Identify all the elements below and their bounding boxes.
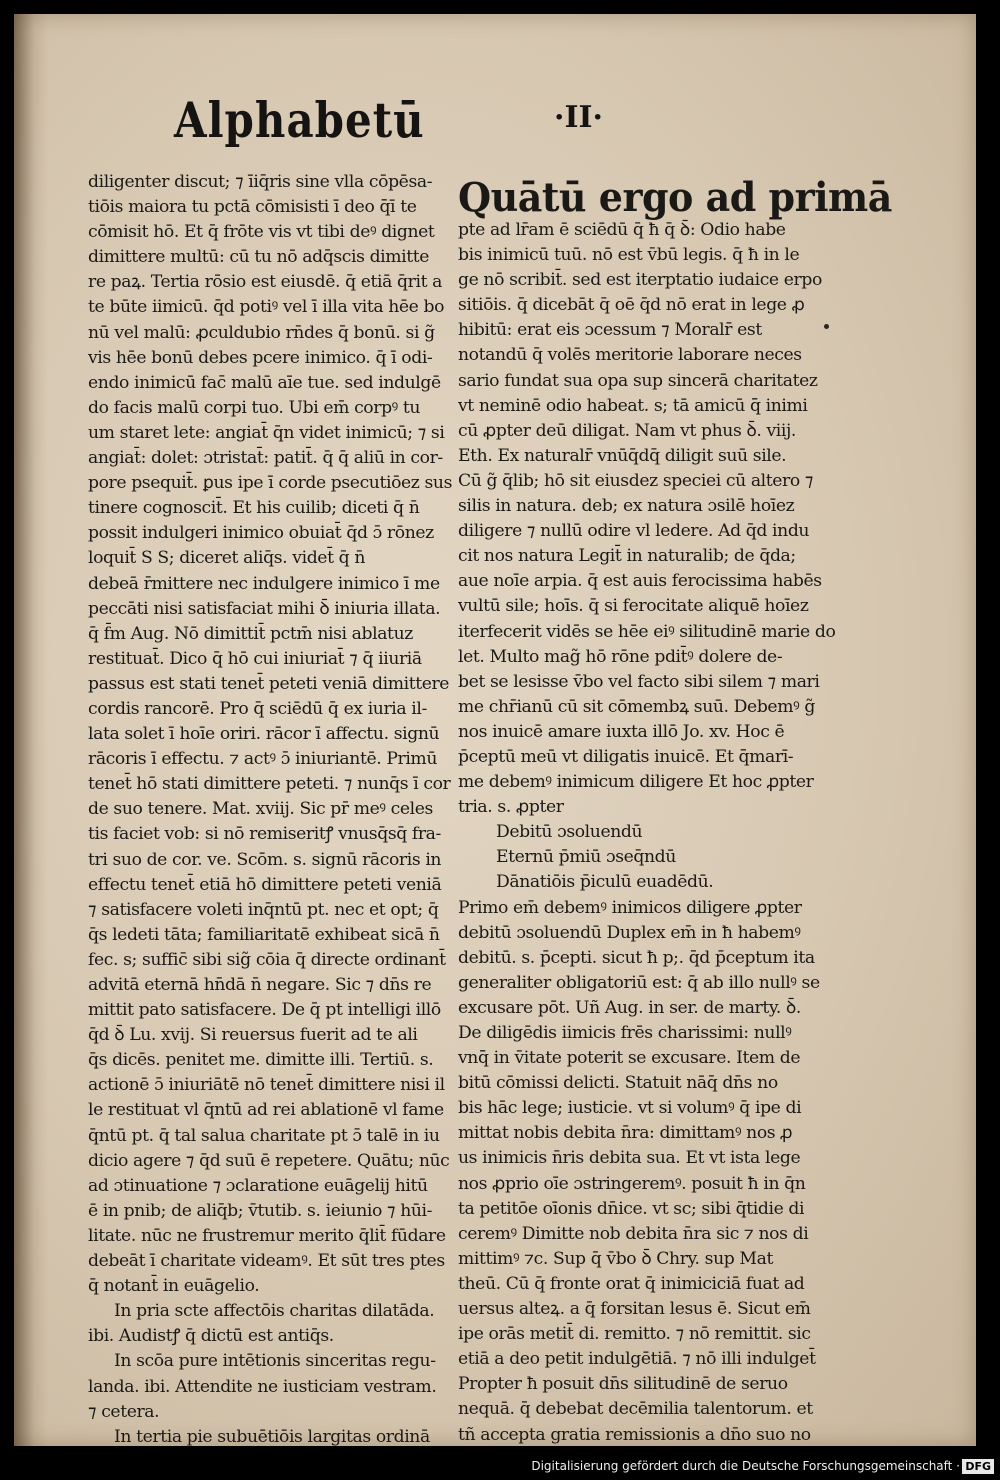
text-line: tinere cognoscit̄. Et his cuilib; diceti q̄ n̄ <box>88 498 420 519</box>
text-line: Cū g̃ q̄lib; hō sit eiusdez speciei cū altero ⁊ <box>458 470 814 491</box>
text-line: nequā. q̄ debebat decēmilia talentorum. et <box>458 1399 813 1420</box>
text-line: vt neminē odio habeat. s; tā amicū q̄̄ inimi <box>458 395 808 416</box>
text-line: bet se lesisse v̄bo vel facto sibi silem ⁊ mari <box>458 671 820 692</box>
text-line: landa. ibi. Attendite ne iusticiam vestram. <box>88 1376 437 1397</box>
text-line: advitā eternā hn̄dā n̄ negare. Sic ⁊ dn̄s re <box>88 975 432 995</box>
text-line: de suo tenere. Mat. xviij. Sic pr̄ meꝰ celes <box>88 799 433 820</box>
text-line: bis inimicū tuū. nō est v̄bū legis. q̄ ħ in le <box>458 245 800 266</box>
text-line: generaliter obligatoriū est: q̄ ab illo nullꝰ se <box>458 972 820 993</box>
text-line: nū vel malū: ꝓculdubio rn̄des q̄ bonū. si g̃ <box>88 322 435 343</box>
text-line: loquit̄ S S; diceret aliq̄s. videt̄ q̄ n̄ <box>88 548 365 569</box>
text-line: p̄ceptū meū vt diligatis inuicē. Et q̄̄marī- <box>458 746 794 767</box>
text-line: possit indulgeri inimico obuiat̄ q̄d ɔ̄ rōnez <box>88 523 434 544</box>
text-line: sario fundat sua opa sup sincerā charitatez <box>458 370 818 391</box>
text-line: Eth. Ex naturalr̄ vnūq̄dq̄ diligit suū sile. <box>458 445 787 466</box>
text-line: mittit pato satisfacere. De q̄ pt intelligi illō <box>88 1000 441 1021</box>
margin-dot <box>824 324 829 329</box>
incipit-heading: Quātū ergo ad primā <box>458 172 892 221</box>
text-line: let. Multo mag̃ hō rōne pdit̄ꝰ dolere de- <box>458 646 783 667</box>
text-line: In scōa pure intētionis sinceritas regu- <box>114 1351 436 1372</box>
text-line: bitū cōmissi delicti. Statuit nāq̄ dn̄s no <box>458 1073 778 1094</box>
text-line: vnq̄̄ in v̄itate poterit se excusare. Item de <box>458 1048 801 1069</box>
text-line: debeāt ī charitate videamꝰ. Et sūt tres ptes <box>88 1251 445 1272</box>
text-line: ge nō scribit̄. sed est iterptatio iudaice erpo <box>458 270 822 291</box>
text-line: nos inuicē amare iuxta illō Jo. xv. Hoc ē <box>458 721 785 742</box>
text-line: cit nos natura Legit̄ in naturalib; de q̄da; <box>458 546 796 567</box>
text-line: Dānatiōis p̄iculū euadēdū. <box>496 872 714 893</box>
text-line: dimittere multū: cū tu nō adq̄scis dimitte <box>88 247 430 268</box>
text-line: hibitū: erat eis ɔcessum ⁊ Moralr̄ est <box>458 320 762 341</box>
text-line: vultū sile; hoīs. q̄ si ferocitate aliquē hoīez <box>458 596 809 617</box>
text-line: q̄ntū pt. q̄ tal salua charitate pt ɔ̄ talē in iu <box>88 1125 440 1146</box>
text-line: effectu tenet̄ etiā hō dimittere peteti veniā <box>88 874 442 895</box>
text-line: In pria scte affectōis charitas dilatāda. <box>114 1301 435 1322</box>
text-line: pore psequit̄. ꝑus ipe ī corde psecutiōez sus <box>88 473 453 494</box>
text-line: sitiōis. q̄ dicebāt q̄ oē q̄d nō erat in lege ꝓ <box>458 295 805 316</box>
left-column <box>88 170 498 1446</box>
text-line: excusare pōt. Uñ Aug. in ser. de marty. ꝺ̄. <box>458 997 801 1018</box>
funding-credit: Digitalisierung gefördert durch die Deutsche Forschungsgemeinschaft · <box>531 1459 960 1473</box>
text-line: fec. s; suffic̄ sibi sig̃ cōia q̄ directe ordinant̄ <box>88 949 446 970</box>
gutter-shadow <box>14 14 48 1446</box>
right-column <box>458 172 892 1446</box>
text-line: silis in natura. deb; ex natura ɔsilē hoīez <box>458 496 795 517</box>
text-line: vis hēe bonū debes pcere inimico. q̄ ī odi- <box>88 347 433 368</box>
text-line: q̄s dicēs. penitet me. dimitte illi. Tertiū. s. <box>88 1050 434 1071</box>
text-line: ē in pnib; de aliq̄b; v̄tutib. s. ieiunio ⁊ hūi- <box>88 1200 433 1221</box>
text-line: ad ɔtinuatione ⁊ ɔclaratione euāgelij hitū <box>88 1175 428 1196</box>
text-line: mittimꝰ ⁊c. Sup q̄ v̄bo ꝺ̄ Chry. sup Mat <box>458 1248 773 1269</box>
text-line: um staret lete: angiat̄ q̄n videt inimicū; ⁊ si <box>88 422 445 443</box>
text-line: tria. s. ꝓpter <box>458 797 564 818</box>
text-line: etiā a deo petit indulgētiā. ⁊ nō illi indulget̄ <box>458 1349 816 1370</box>
text-line: me chr̄ianū cū sit cōmembꝝ suū. Debemꝰ g̃ <box>458 696 815 717</box>
text-line: notandū q̄ volēs meritorie laborare neces <box>458 345 802 366</box>
text-line: diligenter discut; ⁊ īiq̄ris sine vlla cōpēsa- <box>88 172 433 192</box>
text-line: diligere ⁊ nullū odire vl ledere. Ad q̄d indu <box>458 521 810 542</box>
text-line: pte ad lr̄am ē sciēdū q̄ ħ q̄ ꝺ̄: Odio habe <box>458 220 786 240</box>
text-line: cōmisit hō. Et q̄ frōte vis vt tibi deꝰ dignet <box>88 222 435 243</box>
text-line: do facis malū corpi tuo. Ubi em̄ corpꝰ tu <box>88 397 421 418</box>
text-line: Debitū ɔsoluendū <box>496 822 643 843</box>
text-line: ceremꝰ Dimitte nob debita n̄ra sic ⁊ nos di <box>458 1223 809 1244</box>
text-line: ipe orās metit̄ di. remitto. ⁊ nō remittit. sic <box>458 1324 811 1345</box>
text-line: rācoris ī effectu. ⁊ actꝰ ɔ̄ iniuriantē. Primū <box>88 749 437 770</box>
text-line: theū. Cū q̄ fronte orat q̄ inimiciciā fuat ad <box>458 1273 805 1294</box>
text-line: uersus alteꝝ. a q̄ forsitan lesus ē. Sicut em̄ <box>458 1299 811 1320</box>
text-line: ⁊ cetera. <box>88 1401 160 1422</box>
book-page <box>14 14 976 1446</box>
text-line: ⁊ satisfacere voleti inq̄ntū pt. nec et opt; q̄ <box>88 899 439 920</box>
text-line: peccāti nisi satisfaciat mihi ꝺ̄ iniuria illata. <box>88 598 441 619</box>
text-line: actionē ɔ̄ iniuriātē nō tenet̄ dimittere nisi il <box>88 1075 445 1096</box>
text-line: aue noīe arpia. q̄ est auis ferocissima habēs <box>458 571 822 592</box>
text-line: iterfecerit vidēs se hēe eiꝰ silitudinē marie do <box>458 621 836 642</box>
text-line: Propter ħ posuit dn̄s silitudinē de seruo <box>458 1374 788 1395</box>
text-line: me debemꝰ inimicum diligere Et hoc ꝓpter <box>458 772 814 793</box>
text-line: us inimicis n̄ris debita sua. Et vt ista lege <box>458 1148 801 1169</box>
text-line: q̄s ledeti tāta; familiaritatē exhibeat sicā n̄ <box>88 924 440 945</box>
text-line: mittat nobis debita n̄ra: dimittamꝰ nos ꝓ <box>458 1123 793 1144</box>
text-line: tenet̄ hō stati dimittere peteti. ⁊ nunq̄s ī cor <box>88 774 451 795</box>
text-line: In tertia pie subuētiōis largitas ordinā <box>114 1426 430 1446</box>
text-line: passus est stati tenet̄ peteti veniā dimittere <box>88 673 450 694</box>
text-line: bis hāc lege; iusticie. vt si volumꝰ q̄ ipe di <box>458 1098 802 1119</box>
text-line: re paꝝ. Tertia rōsio est eiusdē. q̄ etiā q̄rit a <box>88 272 442 293</box>
text-line: cordis rancorē. Pro q̄ sciēdū q̄ ex iuria il- <box>88 698 427 719</box>
text-line: debeā r̄mittere nec indulgere inimico ī me <box>88 573 440 594</box>
running-title: Alphabetū <box>174 92 425 149</box>
text-line: cū ꝓpter deū diligat. Nam vt phus ꝺ̄. viij. <box>458 420 796 441</box>
text-line: le restituat vl q̄ntū ad rei ablationē vl fame <box>88 1100 444 1121</box>
text-line: debitū ɔsoluendū Duplex em̄ in ħ habemꝰ <box>458 922 801 943</box>
text-line: q̄ notant̄ in euāgelio. <box>88 1276 260 1297</box>
text-line: angiat̄: dolet: ɔtristat̄: patit̄. q̄ q̄ aliū in cor- <box>88 448 443 469</box>
text-line: debitū. s. p̄cepti. sicut ħ p;. q̄d p̄ceptum ita <box>458 947 815 968</box>
text-line: restituat̄. Dico q̄ hō cui iniuriat̄ ⁊ q̄ iiuriā <box>88 648 422 669</box>
text-line: tñ accepta gratia remissionis a dn̄o suo no <box>458 1424 811 1445</box>
text-line: De diligēdis iimicis frēs charissimi: nullꝰ <box>458 1023 792 1043</box>
dfg-logo: DFG <box>962 1459 994 1474</box>
text-line: Eternū p̄miū ɔseq̄ndū <box>496 847 676 868</box>
text-line: tis faciet vob: si nō remiseritꝭ vnusq̄sq̄ fra- <box>88 824 441 845</box>
text-line: ta petitōe oīonis dn̄ice. vt sc; sibi q̄tidie di <box>458 1198 805 1219</box>
text-line: litate. nūc ne frustremur merito q̄lit̄ fūdare <box>88 1225 446 1246</box>
text-line: lata solet ī hoīe oriri. rācor ī affectu. signū <box>88 724 440 745</box>
text-line: te būte iimicū. q̄d potiꝰ vel ī illa vita hēe bo <box>88 297 445 318</box>
text-line: ibi. Audistꝭ q̄ dictū est antiq̄s. <box>88 1326 334 1347</box>
text-line: q̄d ꝺ̄ Lu. xvij. Si reuersus fuerit ad te ali <box>88 1025 418 1046</box>
text-line: q̄ f̄m Aug. Nō dimittit̄ pctm̄ nisi ablatuz <box>88 623 413 644</box>
text-line: tiōis maiora tu pctā cōmisisti ī deo q̄̄ī te <box>88 197 417 218</box>
text-line: tri suo de cor. ve. Scōm. s. signū rācoris in <box>88 849 442 870</box>
folio-number: ·II· <box>554 100 603 135</box>
text-line: nos ꝓprio oīe ɔstringeremꝰ. posuit ħ in q̄n <box>458 1173 806 1194</box>
text-line: dicio agere ⁊ q̄d suū ē repetere. Quātu; nūc <box>88 1150 450 1171</box>
text-line: endo inimicū fac̄ malū aīe tue. sed indulgē <box>88 372 441 393</box>
text-line: Primo em̄ debemꝰ inimicos diligere ꝓpter <box>458 897 802 918</box>
